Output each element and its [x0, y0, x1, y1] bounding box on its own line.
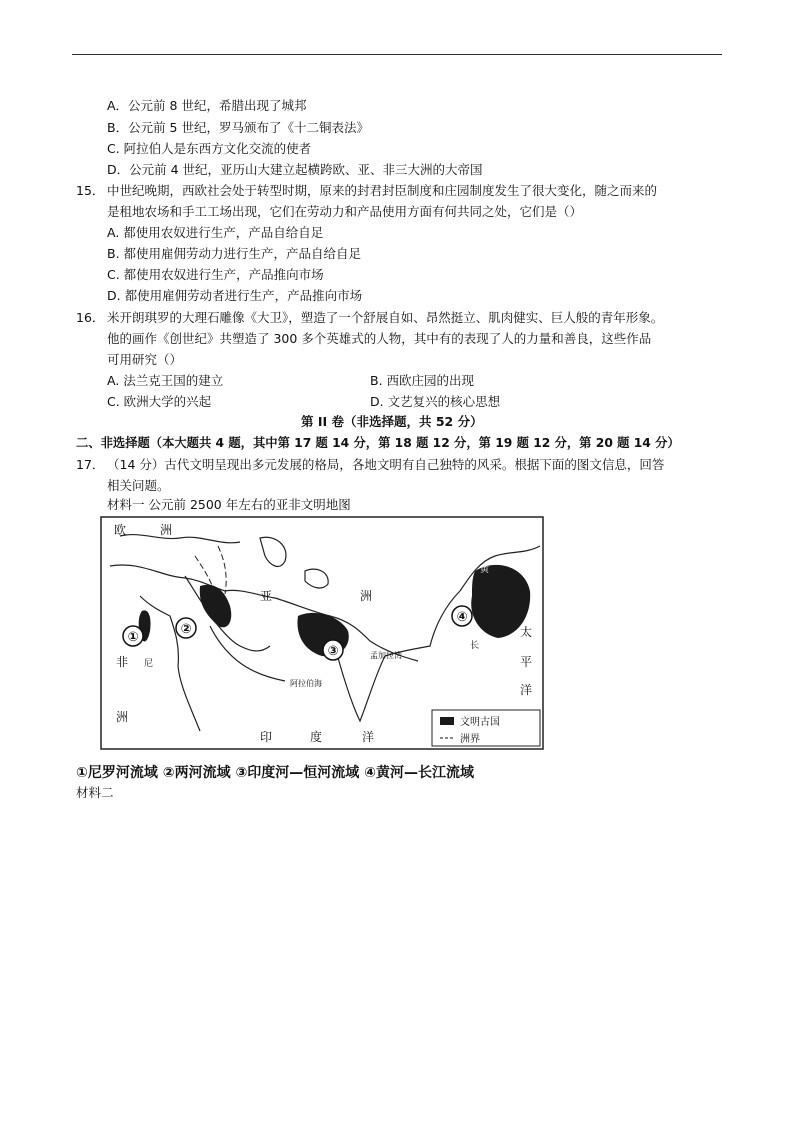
q17-stem-line1: （14 分）古代文明呈现出多元发展的格局，各地文明有自己独特的风采。根据下面的图文信息，回答	[107, 457, 665, 472]
label-arabian-sea: 阿拉伯海	[290, 679, 322, 688]
label-chang: 长	[470, 641, 480, 651]
ancient-civilizations-map	[100, 516, 544, 750]
label-zhou-eu: 洲	[160, 523, 173, 537]
label-zhou-as: 洲	[360, 589, 373, 603]
q16-option-b: B. 西欧庄园的出现	[370, 373, 475, 388]
q15-option-d: D. 都使用雇佣劳动者进行生产，产品推向市场	[107, 288, 363, 303]
label-fei: 非	[116, 655, 129, 669]
label-ni: 尼	[144, 659, 154, 669]
marker-2: ②	[180, 622, 192, 637]
label-yang-pac: 洋	[520, 683, 533, 697]
material2-label: 材料二	[76, 785, 114, 800]
label-ya: 亚	[260, 589, 273, 603]
q15-option-a: A. 都使用农奴进行生产，产品自给自足	[107, 225, 324, 240]
q15-stem-line2: 是租地农场和手工工场出现，它们在劳动力和产品使用方面有何共同之处，它们是（）	[107, 204, 583, 219]
q15-option-b: B. 都使用雇佣劳动力进行生产，产品自给自足	[107, 246, 362, 261]
q14-option-a: A．公元前 8 世纪，希腊出现了城邦	[107, 98, 307, 113]
label-bengal-bay: 孟加拉湾	[370, 651, 402, 660]
q16-stem-line1: 米开朗琪罗的大理石雕像《大卫》，塑造了一个舒展自如、昂然挺立、肌肉健实、巨人般的青年形象。	[107, 310, 664, 325]
map-caption: ①尼罗河流域 ②两河流域 ③印度河—恒河流域 ④黄河—长江流域	[76, 765, 475, 781]
section2-heading: 二、非选择题（本大题共 4 题，其中第 17 题 14 分，第 18 题 12 分，第 19 题 12 分，第 20 题 14 分）	[76, 436, 680, 450]
marker-3: ③	[327, 644, 339, 659]
header-rule	[72, 54, 722, 55]
q16-number: 16．	[76, 310, 105, 325]
q15-stem-line1: 中世纪晚期，西欧社会处于转型时期，原来的封君封臣制度和庄园制度发生了很大变化，随之而来的	[107, 183, 658, 198]
q17-number: 17．	[76, 457, 105, 472]
q14-option-b: B．公元前 5 世纪，罗马颁布了《十二铜表法》	[107, 120, 369, 135]
q16-option-a: A. 法兰克王国的建立	[107, 373, 224, 388]
label-tai: 太	[520, 625, 533, 639]
q17-stem-line2: 相关问题。	[107, 478, 170, 493]
q16-stem-line3: 可用研究（）	[107, 352, 183, 367]
material1-label: 材料一 公元前 2500 年左右的亚非文明地图	[107, 497, 351, 512]
q15-option-c: C. 都使用农奴进行生产，产品推向市场	[107, 267, 324, 282]
marker-4: ④	[456, 610, 468, 625]
label-huang: 黄	[480, 565, 490, 575]
label-du: 度	[310, 730, 323, 744]
map-legend	[432, 710, 540, 746]
q15-number: 15．	[76, 183, 105, 198]
marker-1: ①	[127, 630, 139, 645]
q16-stem-line2: 他的画作《创世纪》共塑造了 300 多个英雄式的人物，其中有的表现了人的力量和善良，这些作品	[107, 331, 652, 346]
legend-border: 洲界	[460, 734, 480, 745]
legend-civ: 文明古国	[460, 717, 500, 728]
label-yang-io: 洋	[362, 730, 375, 744]
q14-option-c: C. 阿拉伯人是东西方文化交流的使者	[107, 141, 312, 156]
q16-option-d: D. 文艺复兴的核心思想	[370, 394, 501, 409]
label-yin: 印	[260, 730, 273, 744]
q14-option-d: D．公元前 4 世纪，亚历山大建立起横跨欧、亚、非三大洲的大帝国	[107, 162, 483, 177]
label-ou: 欧	[114, 523, 127, 537]
q16-option-c: C. 欧洲大学的兴起	[107, 394, 212, 409]
label-zhou-af: 洲	[116, 710, 129, 724]
label-ping: 平	[520, 655, 533, 669]
part2-title: 第 II 卷（非选择题，共 52 分）	[301, 414, 483, 429]
